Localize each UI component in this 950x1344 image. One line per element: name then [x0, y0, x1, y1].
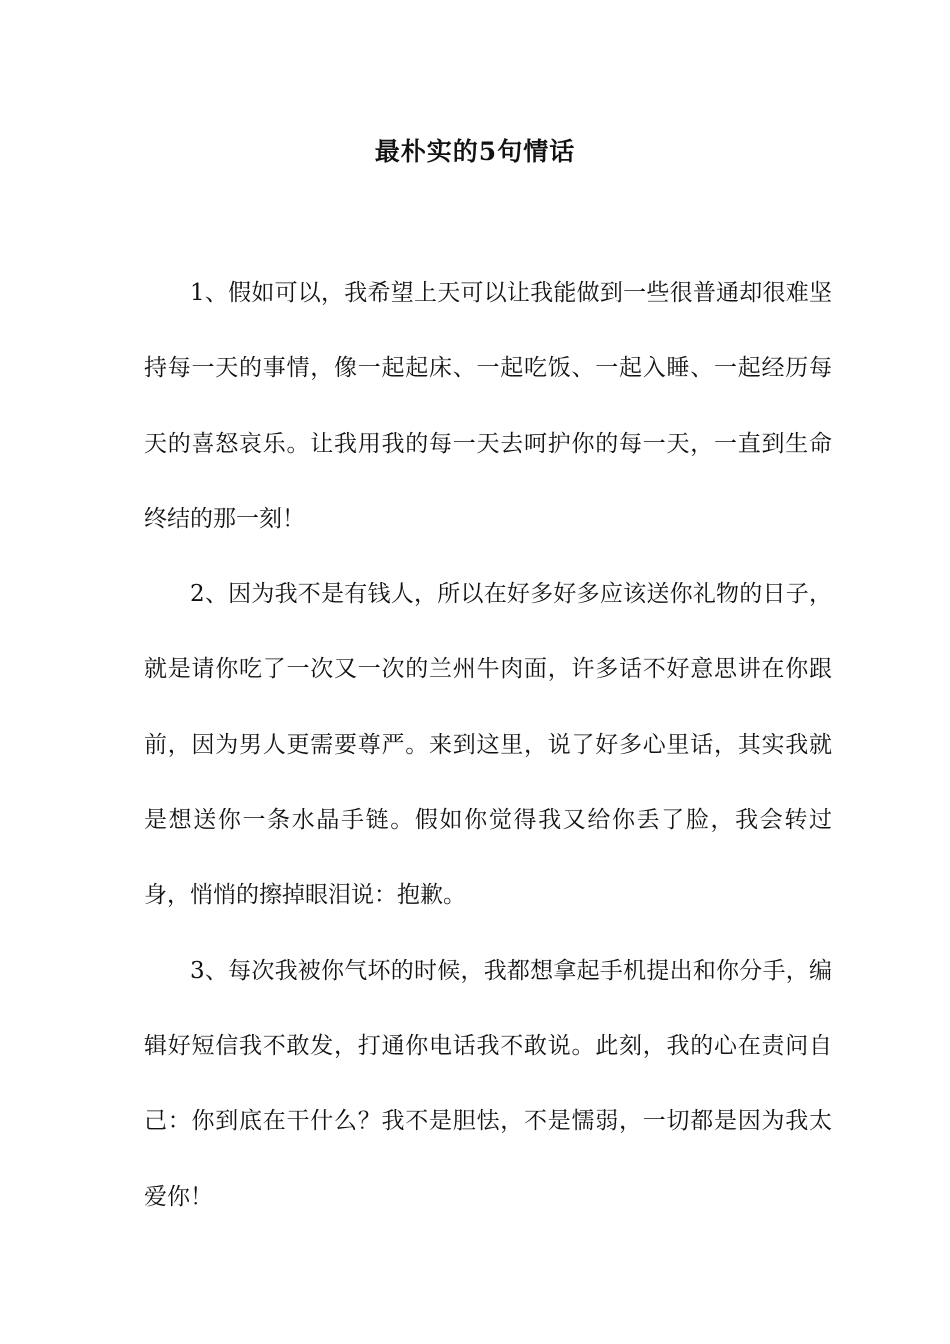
paragraph-3: 3、每次我被你气坏的时候，我都想拿起手机提出和你分手，编辑好短信我不敢发，打通你电话我不敢说。此刻，我的心在责问自己：你到底在干什么？我不是胆怯，不是懦弱，一切都是因为我太爱你！	[144, 957, 832, 1210]
document-body	[144, 256, 832, 1235]
paragraph-2: 2、因为我不是有钱人，所以在好多好多应该送你礼物的日子，就是请你吃了一次又一次的兰州牛肉面，许多话不好意思讲在你跟前，因为男人更需要尊严。来到这里，说了好多心里话，其实我就是想送你一条水晶手链。假如你觉得我又给你丢了脸，我会转过身，悄悄的擦掉眼泪说：抱歉。	[144, 581, 832, 909]
document-title: 最朴实的5句情话	[374, 137, 576, 166]
paragraph-1: 1、假如可以，我希望上天可以让我能做到一些很普通却很难坚持每一天的事情，像一起起床、一起吃饭、一起入睡、一起经历每天的喜怒哀乐。让我用我的每一天去呵护你的每一天，一直到生命终结的那一刻！	[144, 280, 832, 532]
